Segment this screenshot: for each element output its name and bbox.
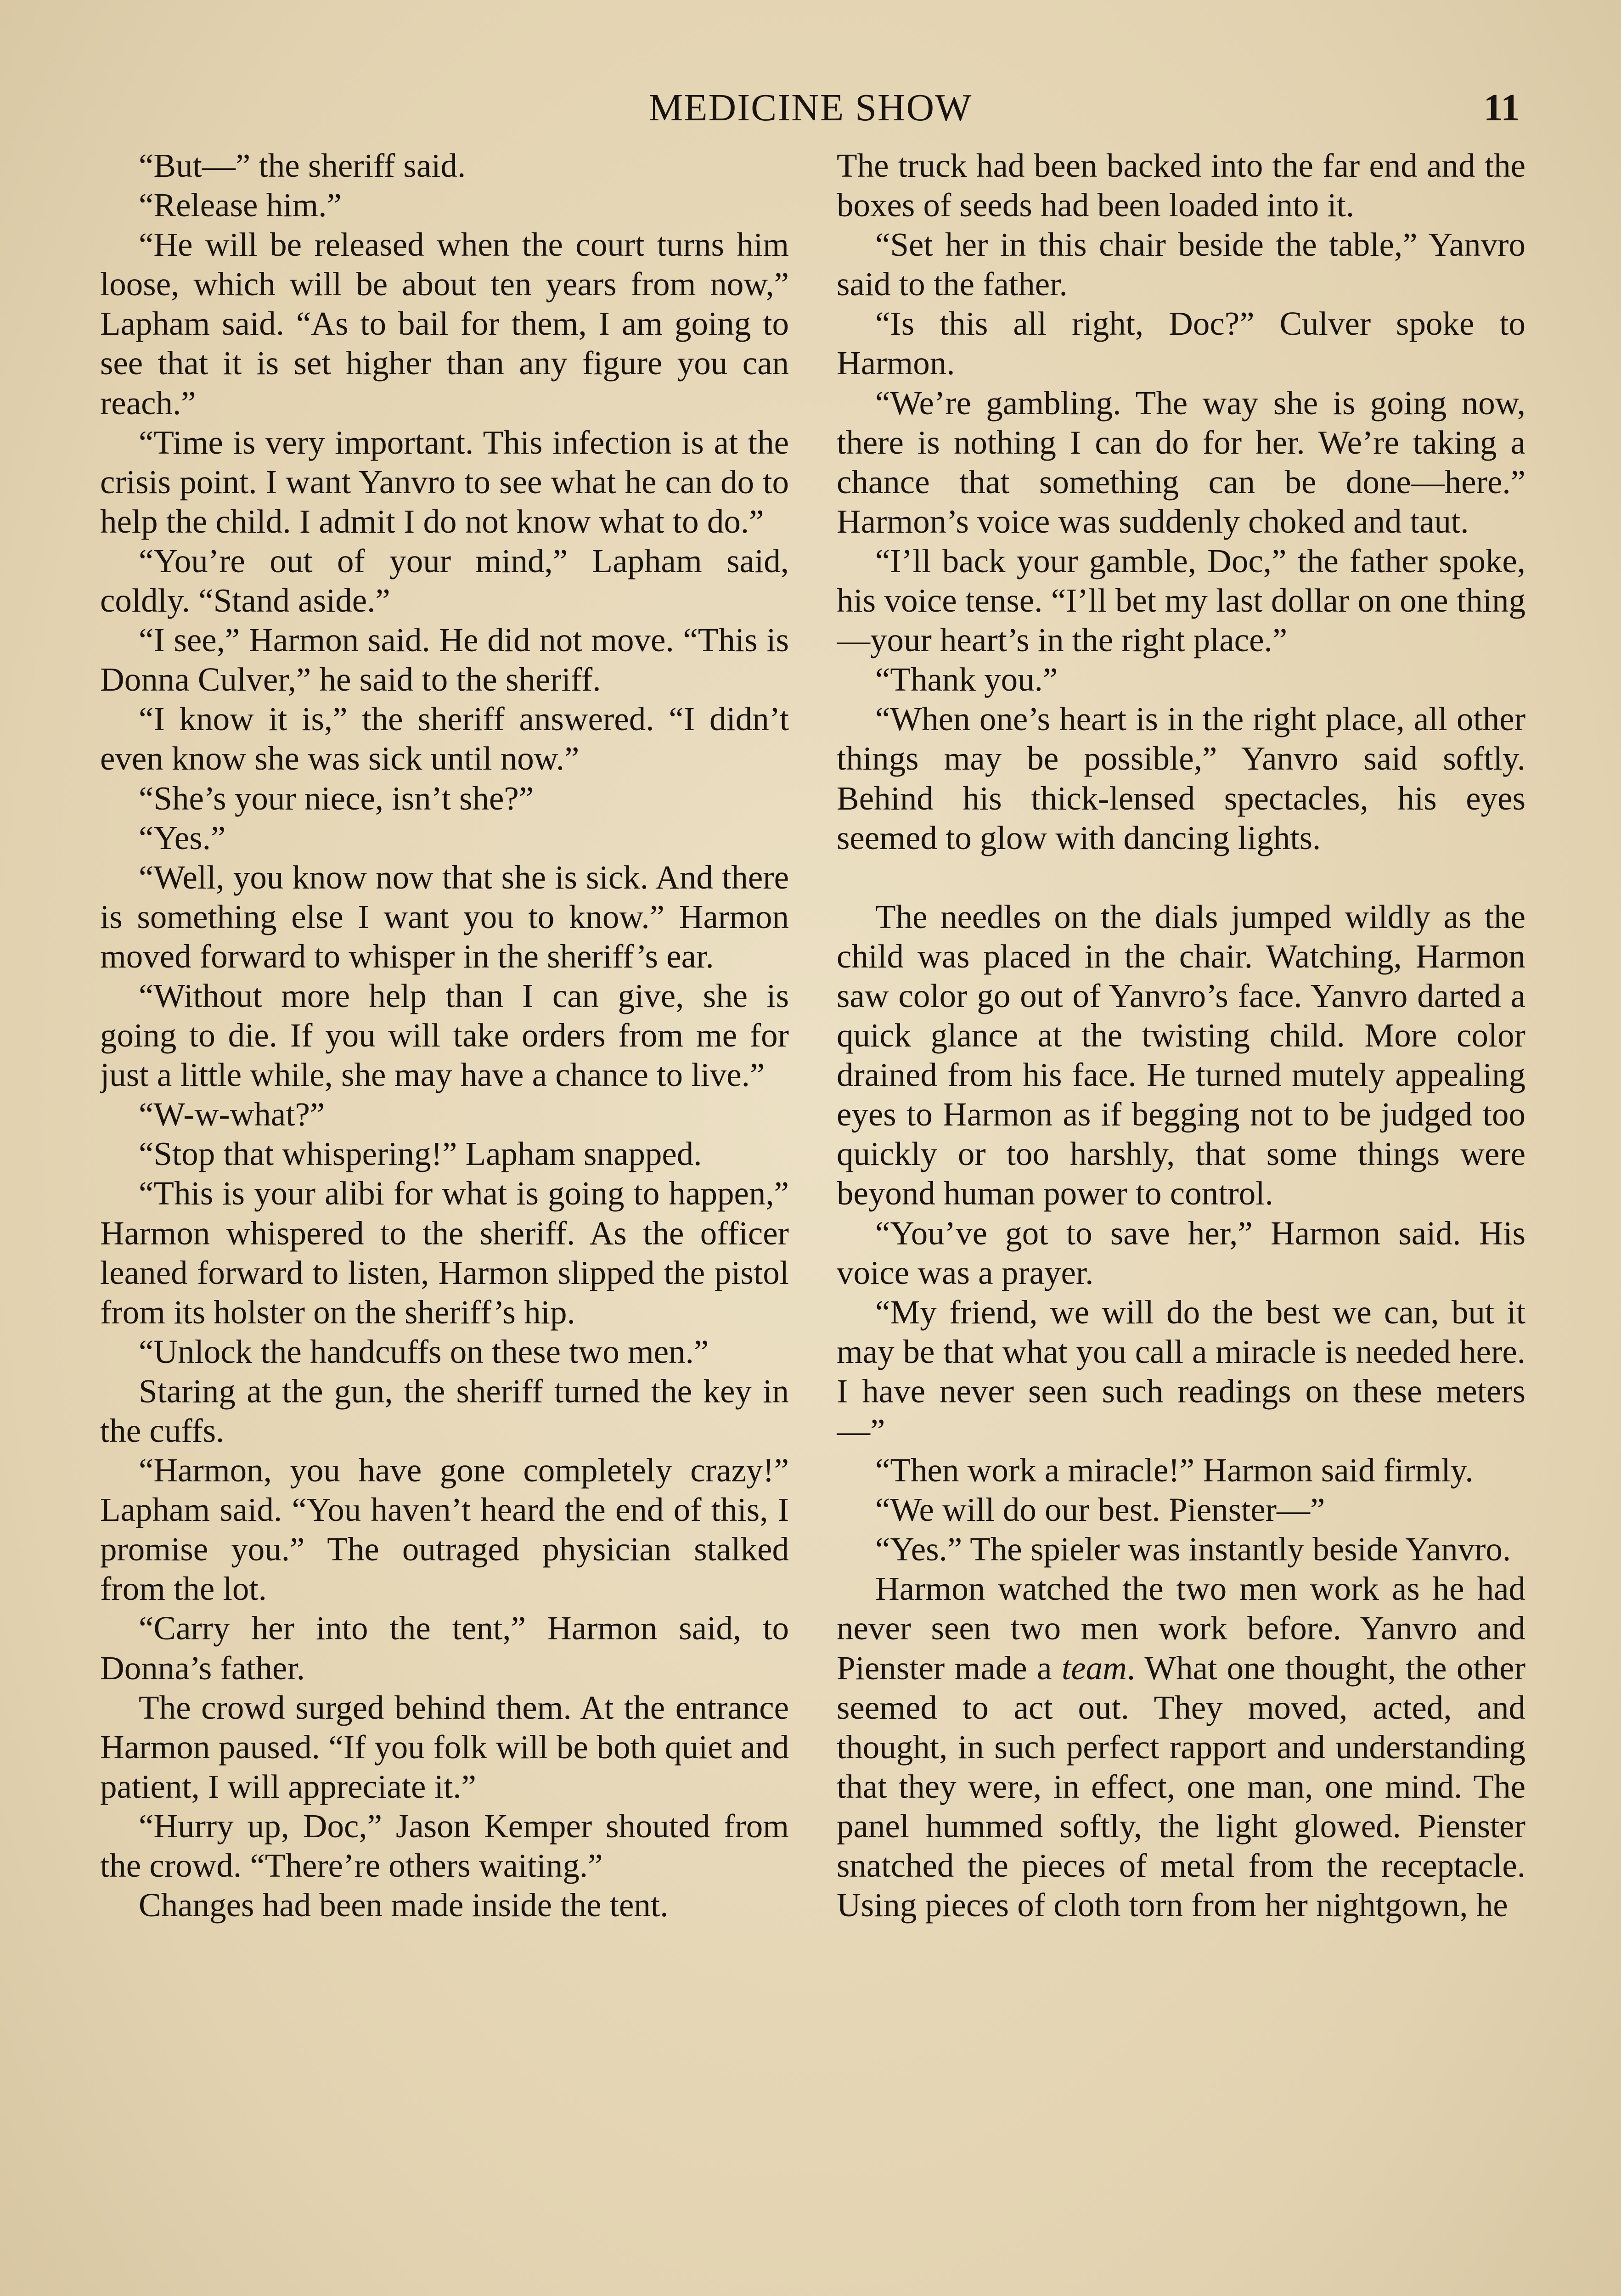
- paragraph: “Release him.”: [139, 186, 342, 224]
- paragraph-text: Harmon watched the two men work as he had never seen two men work before. Yanvro and Pienster made a: [837, 1570, 1525, 1687]
- paragraph: “This is your alibi for what is going to happen,” Harmon whispered to the sheriff. As the officer leaned forward to listen, Harmon slipped the pistol from its holster on the sheriff’s hip.: [100, 1175, 789, 1331]
- paragraph: “I’ll back your gamble, Doc,” the father spoke, his voice tense. “I’ll bet my last dollar on one thing—your heart’s in the right place.”: [837, 542, 1525, 659]
- page-header: [101, 78, 1520, 138]
- paragraph: “She’s your niece, isn’t she?”: [139, 779, 534, 817]
- paragraph-continued: The truck had been backed into the far end and the boxes of seeds had been loaded into it.: [837, 147, 1525, 224]
- paragraph: “But—” the sheriff said.: [139, 147, 466, 184]
- paragraph: “Time is very important. This infection is at the crisis point. I want Yanvro to see what he can do to help the child. I admit I do not know what to do.”: [100, 423, 789, 540]
- paragraph: “Without more help than I can give, she is going to die. If you will take orders from me for just a little while, she may have a chance to live.”: [100, 977, 789, 1094]
- paragraph: “Stop that whispering!” Lapham snapped.: [139, 1135, 702, 1173]
- paragraph: “Well, you know now that she is sick. And there is something else I want you to know.” Harmon moved forward to whisper in the sheriff’s ear.: [100, 858, 789, 975]
- paragraph: Changes had been made inside the tent.: [139, 1886, 669, 1924]
- paragraph: “When one’s heart is in the right place, all other things may be possible,” Yanvro said softly. Behind his thick-lensed spectacles, his eyes seemed to glow with dancing lights.: [837, 700, 1525, 856]
- paragraph: “Unlock the handcuffs on these two men.”: [139, 1333, 709, 1370]
- paragraph-section-break: The needles on the dials jumped wildly as the child was placed in the chair. Watching, Harmon saw color go out of Yanvro’s face. Yanvro darted a quick glance at the twisting child. More color drained from his face. He turned mutely appealing eyes to Harmon as if begging not to be judged too quickly or too harshly, that some things were beyond human power to control.: [837, 898, 1525, 1212]
- paragraph: [837, 1569, 1525, 1925]
- paragraph: “Harmon, you have gone completely crazy!” Lapham said. “You haven’t heard the end of this, I promise you.” The outraged physician stalked from the lot.: [100, 1452, 789, 1608]
- paragraph: “We’re gambling. The way she is going now, there is nothing I can do for her. We’re taking a chance that something can be done—here.” Harmon’s voice was suddenly choked and taut.: [837, 384, 1525, 540]
- paragraph: “You’ve got to save her,” Harmon said. His voice was a prayer.: [837, 1214, 1525, 1291]
- paragraph: “We will do our best. Pienster—”: [875, 1491, 1325, 1529]
- running-title: MEDICINE SHOW: [648, 86, 973, 129]
- paragraph: “You’re out of your mind,” Lapham said, coldly. “Stand aside.”: [100, 542, 789, 619]
- paragraph-text: . What one thought, the other seemed to act out. They moved, acted, and thought, in such perfect rapport and understanding that they were, in effect, one man, one mind. The panel hummed softly, the light glowed. Pienster snatched the pieces of metal from the receptacle. Using pieces of cloth torn from her nightgown, he: [837, 1649, 1525, 1924]
- paragraph: “Yes.”: [139, 819, 226, 856]
- paragraph: Staring at the gun, the sheriff turned the key in the cuffs.: [100, 1372, 789, 1449]
- paragraph: “Carry her into the tent,” Harmon said, to Donna’s father.: [100, 1609, 789, 1687]
- paragraph: “W-w-what?”: [139, 1096, 325, 1133]
- paragraph: “Is this all right, Doc?” Culver spoke to Harmon.: [837, 305, 1525, 382]
- paragraph: “Hurry up, Doc,” Jason Kemper shouted from the crowd. “There’re others waiting.”: [100, 1807, 789, 1885]
- paragraph: “He will be released when the court turns him loose, which will be about ten years from now,” Lapham said. “As to bail for them, I am going to see that it is set higher than any figure you can reach.”: [100, 226, 789, 422]
- emphasized-word: team: [1062, 1649, 1127, 1687]
- paragraph: “Thank you.”: [875, 661, 1058, 698]
- paragraph: The crowd surged behind them. At the entrance Harmon paused. “If you folk will be both quiet and patient, I will appreciate it.”: [100, 1688, 789, 1805]
- paragraph: “Set her in this chair beside the table,” Yanvro said to the father.: [837, 226, 1525, 303]
- paragraph: “I know it is,” the sheriff answered. “I didn’t even know she was sick until now.”: [100, 700, 789, 777]
- page-number: 11: [1483, 86, 1520, 129]
- paragraph: “Then work a miracle!” Harmon said firmly.: [875, 1452, 1474, 1489]
- paragraph: “My friend, we will do the best we can, but it may be that what you call a miracle is needed here. I have never seen such readings on these meters—”: [837, 1293, 1525, 1449]
- paragraph: “Yes.” The spieler was instantly beside Yanvro.: [875, 1531, 1511, 1568]
- right-text-column: [837, 146, 1525, 2296]
- paragraph: “I see,” Harmon said. He did not move. “This is Donna Culver,” he said to the sheriff.: [100, 621, 789, 698]
- left-text-column: [100, 146, 789, 2296]
